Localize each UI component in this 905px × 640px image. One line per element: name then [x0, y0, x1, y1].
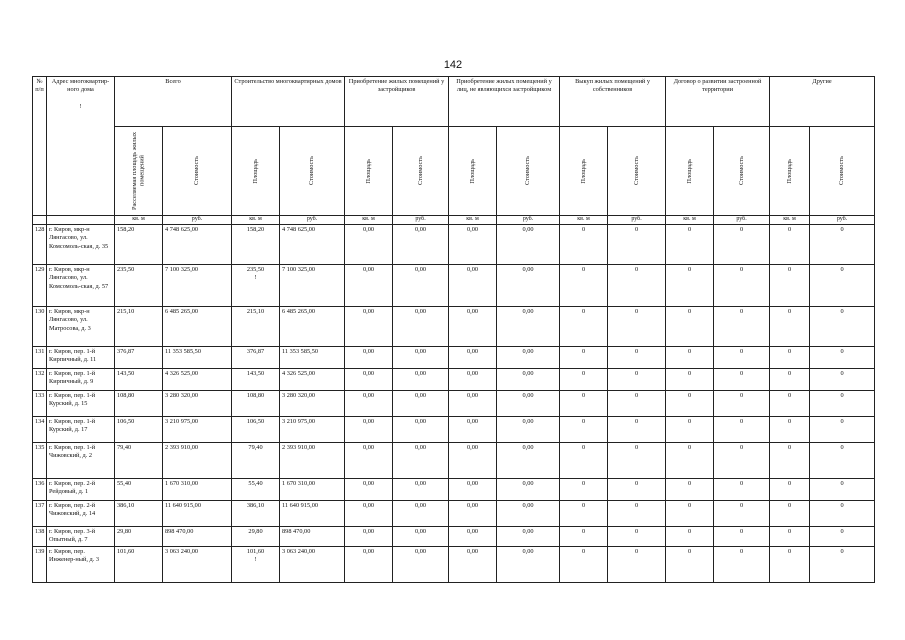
value-cell: 0	[714, 479, 770, 501]
value-cell: 0,00	[497, 417, 560, 443]
unit-cell: кв. м	[449, 216, 497, 225]
header-address	[47, 77, 115, 216]
value-cell: 0,00	[345, 225, 393, 265]
value-cell: 0,00	[497, 391, 560, 417]
value-cell: 0	[560, 547, 608, 583]
value-cell: 0	[770, 479, 810, 501]
value-cell: 0	[560, 501, 608, 527]
value-cell: 0,00	[345, 307, 393, 347]
header-num-label: № п/п	[35, 78, 44, 94]
value-cell: 0	[770, 369, 810, 391]
unit-cell: руб.	[714, 216, 770, 225]
value-cell: 0	[770, 417, 810, 443]
value-cell: 0,00	[497, 347, 560, 369]
value-cell: 0,00	[449, 527, 497, 547]
value-cell: 0	[608, 443, 666, 479]
value-cell: 0,00	[345, 391, 393, 417]
row-number: 132	[33, 369, 47, 391]
value-cell: 29,80	[232, 527, 280, 547]
value-cell: 0,00	[345, 547, 393, 583]
value-cell: 0	[810, 307, 875, 347]
value-cell: 4 748 625,00	[163, 225, 232, 265]
value-cell: 0	[770, 501, 810, 527]
value-cell: 4 326 525,00	[280, 369, 345, 391]
value-cell: 29,80	[115, 527, 163, 547]
value-cell: 0,00	[497, 501, 560, 527]
value-cell: 0	[810, 369, 875, 391]
value-cell: 0	[714, 307, 770, 347]
value-cell: 0,00	[497, 307, 560, 347]
value-cell: 0	[560, 225, 608, 265]
value-cell: 0,00	[393, 547, 449, 583]
value-cell: 0,00	[393, 501, 449, 527]
value-cell: 0	[560, 347, 608, 369]
value-cell: 0,00	[449, 479, 497, 501]
value-cell: 0	[714, 265, 770, 307]
handwritten-mark: !	[254, 556, 257, 564]
value-cell: 0	[714, 225, 770, 265]
row-number: 135	[33, 443, 47, 479]
value-cell: 0	[560, 307, 608, 347]
value-cell: 0	[770, 391, 810, 417]
value-cell: 0,00	[449, 443, 497, 479]
value-cell: 106,50	[232, 417, 280, 443]
value-cell: 0	[608, 347, 666, 369]
value-cell: 0,00	[449, 265, 497, 307]
subheader	[449, 127, 497, 216]
value-cell: 0	[714, 391, 770, 417]
table-row	[33, 347, 875, 369]
subheader	[770, 127, 810, 216]
value-cell: 108,80	[232, 391, 280, 417]
value-cell: 0	[714, 369, 770, 391]
value-cell: 0	[666, 369, 714, 391]
row-number: 131	[33, 347, 47, 369]
unit-cell: руб.	[497, 216, 560, 225]
header-num	[33, 77, 47, 216]
value-text: 235,50	[246, 266, 265, 273]
value-cell: 0	[810, 347, 875, 369]
value-cell: 0,00	[393, 443, 449, 479]
subheader	[714, 127, 770, 216]
value-cell: 0	[666, 443, 714, 479]
subheader-label: Стоимость	[308, 156, 316, 186]
value-cell: 0	[666, 501, 714, 527]
unit-cell: руб.	[393, 216, 449, 225]
value-cell: 0	[810, 265, 875, 307]
subheader-label: Стоимость	[416, 156, 424, 186]
value-cell: 55,40	[115, 479, 163, 501]
value-cell: 0	[810, 479, 875, 501]
value-cell: 376,87	[115, 347, 163, 369]
table-row	[33, 527, 875, 547]
value-cell: 6 485 265,00	[163, 307, 232, 347]
value-cell: 0	[714, 347, 770, 369]
value-cell: 0,00	[449, 225, 497, 265]
value-cell: 7 100 325,00	[163, 265, 232, 307]
value-cell: 0	[714, 443, 770, 479]
value-cell: 0,00	[497, 443, 560, 479]
header-row-sub	[33, 127, 875, 216]
value-cell: 0	[666, 547, 714, 583]
subheader-label: Площадь	[364, 158, 372, 184]
subheader	[666, 127, 714, 216]
subheader-label: Стоимость	[524, 156, 532, 186]
subheader	[560, 127, 608, 216]
subheader	[345, 127, 393, 216]
value-cell: 0	[770, 347, 810, 369]
value-cell: 0	[714, 527, 770, 547]
value-cell: 0	[714, 417, 770, 443]
subheader-label: Площадь	[785, 158, 793, 184]
value-cell: 0	[608, 307, 666, 347]
value-cell: 0,00	[345, 369, 393, 391]
row-number: 137	[33, 501, 47, 527]
value-cell: 158,20	[115, 225, 163, 265]
value-cell: 0	[666, 265, 714, 307]
table-row	[33, 391, 875, 417]
value-cell: 0	[608, 547, 666, 583]
value-cell: 0,00	[345, 417, 393, 443]
value-cell: 11 353 585,50	[280, 347, 345, 369]
value-cell: 215,10	[232, 307, 280, 347]
header-address-note: !	[79, 103, 82, 111]
value-cell: 0,00	[345, 501, 393, 527]
resettlement-table	[32, 76, 875, 583]
table-row	[33, 501, 875, 527]
value-cell: 158,20	[232, 225, 280, 265]
value-cell: 0	[770, 265, 810, 307]
handwritten-mark: !	[254, 274, 257, 282]
value-cell: 0,00	[449, 347, 497, 369]
value-cell: 0	[608, 391, 666, 417]
subheader-label: Площадь	[468, 158, 476, 184]
value-cell: 0,00	[497, 369, 560, 391]
value-cell: 4 748 625,00	[280, 225, 345, 265]
value-cell: 7 100 325,00	[280, 265, 345, 307]
value-cell: 0	[810, 547, 875, 583]
value-cell: 0	[666, 347, 714, 369]
value-cell: 3 210 975,00	[163, 417, 232, 443]
value-cell: 0,00	[449, 547, 497, 583]
row-address: г. Киров, мкр-н Лянгасово, ул. Матросова, д. 3	[47, 307, 115, 347]
row-number: 138	[33, 527, 47, 547]
row-address: г. Киров, пер. 1-й Курский, д. 17	[47, 417, 115, 443]
value-cell: 55,40	[232, 479, 280, 501]
value-cell: 0,00	[393, 527, 449, 547]
value-cell: 0,00	[449, 369, 497, 391]
value-cell: 0,00	[497, 479, 560, 501]
value-cell: 215,10	[115, 307, 163, 347]
value-cell: 0,00	[497, 547, 560, 583]
subheader-label: Стоимость	[632, 156, 640, 186]
value-cell: 0,00	[393, 479, 449, 501]
value-cell: 0,00	[345, 265, 393, 307]
table-body	[33, 225, 875, 583]
subheader-label: Площадь	[251, 158, 259, 184]
value-cell: 386,10	[115, 501, 163, 527]
row-address: г. Киров, пер. 2-й Рейдовый, д. 1	[47, 479, 115, 501]
value-cell: 0	[608, 479, 666, 501]
value-cell: 0,00	[449, 307, 497, 347]
value-cell: 0	[666, 527, 714, 547]
value-cell: 3 063 240,00	[163, 547, 232, 583]
row-address: г. Киров, пер. 1-й Кирпичный, д. 9	[47, 369, 115, 391]
header-address-label: Адрес многоквартир-ного дома	[51, 78, 110, 94]
table-row	[33, 443, 875, 479]
subheader-label: Площадь	[579, 158, 587, 184]
unit-cell: руб.	[810, 216, 875, 225]
value-cell: 0	[770, 443, 810, 479]
value-cell: 0	[810, 225, 875, 265]
unit-cell: кв. м	[232, 216, 280, 225]
value-cell: 0	[770, 225, 810, 265]
value-cell: 0,00	[497, 527, 560, 547]
value-cell: 0	[666, 391, 714, 417]
subheader-label: Площадь	[685, 158, 693, 184]
value-cell: 0	[810, 391, 875, 417]
value-cell: 0	[810, 443, 875, 479]
value-cell: 0,00	[497, 265, 560, 307]
row-number: 136	[33, 479, 47, 501]
table-row	[33, 417, 875, 443]
value-cell: 0	[666, 417, 714, 443]
value-cell: 376,87	[232, 347, 280, 369]
table-row	[33, 479, 875, 501]
row-number: 134	[33, 417, 47, 443]
row-number: 130	[33, 307, 47, 347]
value-cell: 235,50	[115, 265, 163, 307]
units-empty	[47, 216, 115, 225]
value-cell: 6 485 265,00	[280, 307, 345, 347]
table-row	[33, 225, 875, 265]
unit-cell: кв. м	[560, 216, 608, 225]
value-cell: 898 470,00	[163, 527, 232, 547]
subheader	[280, 127, 345, 216]
value-cell: 0	[714, 501, 770, 527]
row-address: г. Киров, пер. 1-й Кирпичный, д. 11	[47, 347, 115, 369]
unit-cell: руб.	[163, 216, 232, 225]
header-group: Приобретение жилых помещений у лиц, не являющихся застройщиком	[449, 77, 560, 127]
header-group: Договор о развитии застроенной территории	[666, 77, 770, 127]
value-cell: 0,00	[393, 391, 449, 417]
value-cell: 0	[666, 479, 714, 501]
value-cell: 101,60	[115, 547, 163, 583]
value-cell: 386,10	[232, 501, 280, 527]
value-cell: 0,00	[393, 417, 449, 443]
value-cell: 0	[810, 417, 875, 443]
value-cell: 0,00	[393, 347, 449, 369]
units-row	[33, 216, 875, 225]
value-cell: 0	[770, 547, 810, 583]
subheader	[163, 127, 232, 216]
value-cell: 0,00	[449, 501, 497, 527]
value-cell: 0,00	[497, 225, 560, 265]
value-cell: 0	[560, 527, 608, 547]
value-cell: 0	[560, 417, 608, 443]
header-row-groups	[33, 77, 875, 127]
subheader	[810, 127, 875, 216]
value-cell: 0	[608, 527, 666, 547]
value-cell: 2 393 910,00	[163, 443, 232, 479]
units-empty	[33, 216, 47, 225]
row-address: г. Киров, пер. 3-й Опытный, д. 7	[47, 527, 115, 547]
value-cell: 0	[608, 265, 666, 307]
unit-cell: кв. м	[115, 216, 163, 225]
value-cell: 0,00	[393, 307, 449, 347]
value-cell: 0,00	[345, 527, 393, 547]
row-address: г. Киров, мкр-н Лянгасово, ул. Комсомоль-ская, д. 35	[47, 225, 115, 265]
unit-cell: кв. м	[666, 216, 714, 225]
value-cell: 0	[810, 527, 875, 547]
value-cell: 0,00	[345, 479, 393, 501]
subheader	[232, 127, 280, 216]
value-cell: 0,00	[449, 391, 497, 417]
value-cell: 0	[770, 527, 810, 547]
value-cell: 11 640 915,00	[280, 501, 345, 527]
value-cell: 11 640 915,00	[163, 501, 232, 527]
subheader	[608, 127, 666, 216]
value-cell: 2 393 910,00	[280, 443, 345, 479]
value-cell	[232, 547, 280, 583]
unit-cell: руб.	[280, 216, 345, 225]
value-cell: 0	[770, 307, 810, 347]
header-group: Всего	[115, 77, 232, 127]
subheader-label: Стоимость	[193, 156, 201, 186]
value-cell: 0,00	[393, 225, 449, 265]
table-row	[33, 265, 875, 307]
row-address: г. Киров, пер. 1-й Чижовский, д. 2	[47, 443, 115, 479]
value-cell: 3 280 320,00	[280, 391, 345, 417]
value-cell: 0	[608, 225, 666, 265]
subheader-label: Расселяемая площадь жилых помещений	[131, 132, 146, 210]
value-cell: 0	[608, 417, 666, 443]
value-cell: 0	[666, 225, 714, 265]
value-cell: 3 280 320,00	[163, 391, 232, 417]
subheader	[393, 127, 449, 216]
row-number: 139	[33, 547, 47, 583]
value-cell: 79,40	[232, 443, 280, 479]
value-cell: 108,80	[115, 391, 163, 417]
table-row	[33, 547, 875, 583]
value-cell: 0,00	[393, 265, 449, 307]
unit-cell: кв. м	[345, 216, 393, 225]
page-number: 142	[443, 59, 463, 71]
value-cell: 143,50	[232, 369, 280, 391]
header-group: Другие	[770, 77, 875, 127]
value-cell: 0	[810, 501, 875, 527]
row-address: г. Киров, мкр-н Лянгасово, ул. Комсомоль-ская, д. 57	[47, 265, 115, 307]
value-cell: 106,50	[115, 417, 163, 443]
subheader	[115, 127, 163, 216]
header-group: Строительство многоквартирных домов	[232, 77, 345, 127]
subheader-label: Стоимость	[838, 156, 846, 186]
value-cell: 1 670 310,00	[163, 479, 232, 501]
value-cell: 11 353 585,50	[163, 347, 232, 369]
value-text: 101,60	[246, 548, 265, 555]
value-cell: 0	[608, 501, 666, 527]
table-row	[33, 307, 875, 347]
value-cell: 0	[560, 265, 608, 307]
value-cell	[232, 265, 280, 307]
value-cell: 0	[560, 443, 608, 479]
row-address: г. Киров, пер. 1-й Курский, д. 15	[47, 391, 115, 417]
row-address: г. Киров, пер. Инженер-ный, д. 3	[47, 547, 115, 583]
value-cell: 4 326 525,00	[163, 369, 232, 391]
value-cell: 0,00	[449, 417, 497, 443]
value-cell: 0,00	[345, 443, 393, 479]
row-number: 133	[33, 391, 47, 417]
value-cell: 1 670 310,00	[280, 479, 345, 501]
value-cell: 3 063 240,00	[280, 547, 345, 583]
value-cell: 898 470,00	[280, 527, 345, 547]
unit-cell: руб.	[608, 216, 666, 225]
header-group: Приобретение жилых помещений у застройщиков	[345, 77, 449, 127]
subheader	[497, 127, 560, 216]
value-cell: 0	[714, 547, 770, 583]
subheader-label: Стоимость	[737, 156, 745, 186]
value-cell: 0,00	[393, 369, 449, 391]
row-number: 129	[33, 265, 47, 307]
value-cell: 0	[608, 369, 666, 391]
value-cell: 79,40	[115, 443, 163, 479]
row-address: г. Киров, пер. 2-й Чижовский, д. 14	[47, 501, 115, 527]
value-cell: 0	[666, 307, 714, 347]
value-cell: 0,00	[345, 347, 393, 369]
value-cell: 0	[560, 391, 608, 417]
unit-cell: кв. м	[770, 216, 810, 225]
value-cell: 3 210 975,00	[280, 417, 345, 443]
table-row	[33, 369, 875, 391]
value-cell: 0	[560, 369, 608, 391]
row-number: 128	[33, 225, 47, 265]
value-cell: 143,50	[115, 369, 163, 391]
value-cell: 0	[560, 479, 608, 501]
header-group: Выкуп жилых помещений у собственников	[560, 77, 666, 127]
